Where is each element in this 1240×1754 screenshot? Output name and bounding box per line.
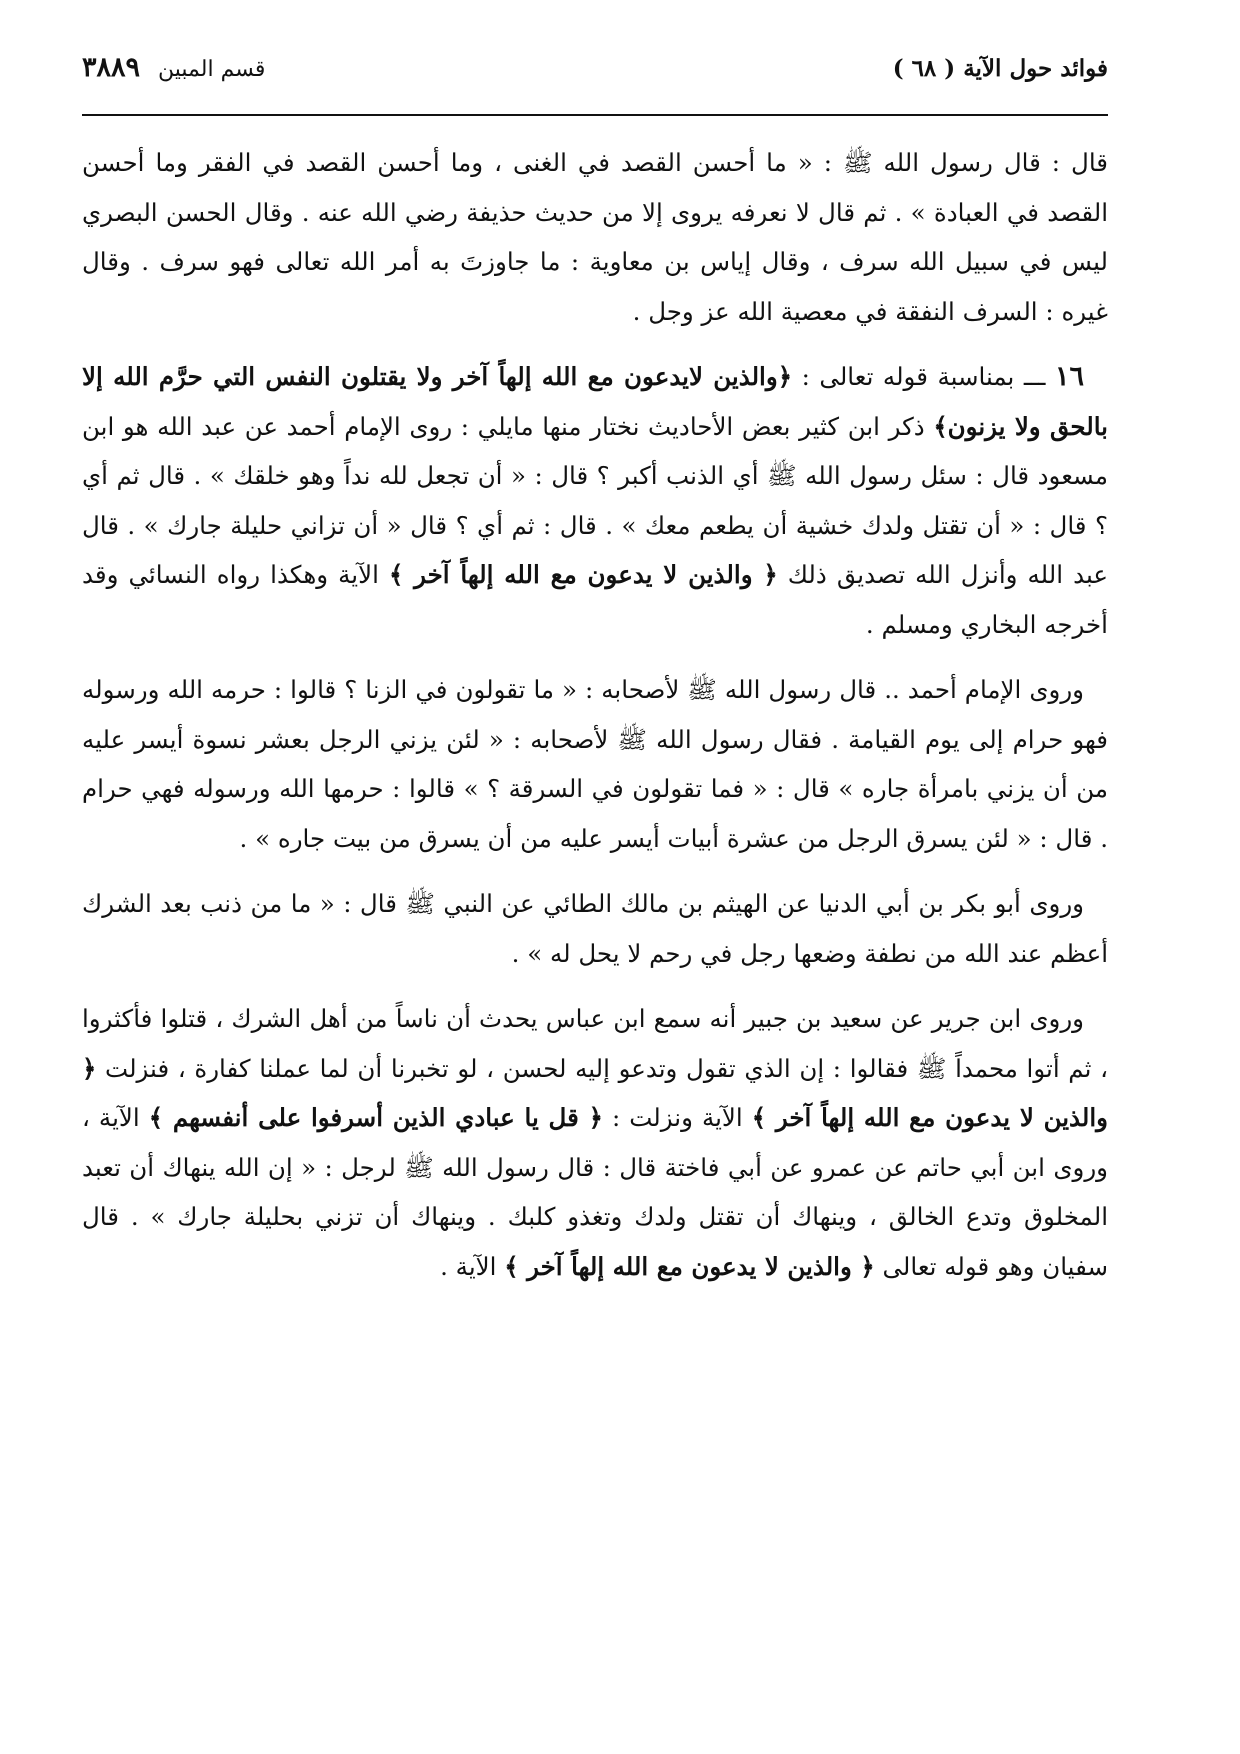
paragraph-5-text: وروى ابن جرير عن سعيد بن جبير أنه سمع ابن عباس يحدث أن ناساً من أهل الشرك ، قتلوا فأكثروا ، ثم أتوا محمداً ﷺ فقالوا : إن الذي تقول وتدعو إليه لحسن ، لو تخبرنا أن لما عملنا كفارة ، فنزلت — [82, 1004, 1108, 1083]
note-number: ١٦ — [1054, 361, 1084, 392]
quran-verse: ﴿ والذين لا يدعون مع الله إلهاً آخر ﴾ — [388, 560, 778, 589]
paragraph-2 — [82, 352, 1108, 649]
paragraph-5-text: الآية . — [440, 1251, 505, 1281]
paragraph-4: وروى أبو بكر بن أبي الدنيا عن الهيثم بن مالك الطائي عن النبي ﷺ قال : « ما من ذنب بعد الشرك أعظم عند الله من نطفة وضعها رجل في رحم لا يحل له » . — [82, 889, 1108, 968]
paragraph-5-text: الآية ، وروى ابن أبي حاتم عن عمرو عن أبي فاختة قال : قال رسول الله ﷺ لرجل : « إن الله ينهاك أن تعبد المخلوق وتدع الخالق ، وينهاك أن تقتل ولدك وتغذو كلبك . وينهاك أن تزني بحليلة جارك » . قال سفيان وهو قوله تعالى — [82, 1103, 1108, 1281]
paragraph-2-text: الآية وهكذا رواه النسائي وقد أخرجه البخاري ومسلم . — [82, 560, 1108, 639]
page-number: ٣٨٨٩ — [82, 52, 141, 83]
paragraph-1: قال : قال رسول الله ﷺ : « ما أحسن القصد في الغنى ، وما أحسن القصد في الفقر وما أحسن القصد في العبادة » . ثم قال لا نعرفه يروى إلا من حديث حذيفة رضي الله عنه . وقال الحسن البصري ليس في سبيل الله سرف ، وقال إياس بن معاوية : ما جاوزتَ به أمر الله تعالى فهو سرف . وقال غيره : السرف النفقة في معصية الله عز وجل . — [82, 148, 1108, 326]
paragraph-5 — [82, 994, 1108, 1291]
paragraph-2-text: ذكر ابن كثير بعض الأحاديث نختار منها مايلي : روى الإمام أحمد عن عبد الله هو ابن مسعود قال : سئل رسول الله ﷺ أي الذنب أكبر ؟ قال : « أن تجعل لله نداً وهو خلقك » . قال ثم أي ؟ قال : « أن تقتل ولدك خشية أن يطعم معك » . قال : ثم أي ؟ قال « أن تزاني حليلة جارك » . قال عبد الله وأنزل الله تصديق ذلك — [82, 411, 1108, 589]
quran-verse: ﴿والذين لايدعون مع الله إلهاً آخر ولا يقتلون النفس التي حرَّم الله إلا بالحق ولا يزنون﴾ — [82, 362, 1108, 441]
page-body — [82, 138, 1108, 1291]
header-title: فوائد حول الآية ( ٦٨ ) — [892, 55, 1108, 82]
running-header — [82, 52, 1108, 116]
book-page — [82, 52, 1108, 1307]
paragraph-5-text: الآية ونزلت : — [602, 1103, 752, 1132]
header-page-info — [82, 52, 265, 83]
quran-verse: ﴿ والذين لا يدعون مع الله إلهاً آخر ﴾ — [82, 1053, 1108, 1132]
header-section-name: قسم المبين — [158, 57, 266, 82]
quran-verse: ﴿ قل يا عبادي الذين أسرفوا على أنفسهم ﴾ — [148, 1103, 603, 1132]
paragraph-2-intro: ـــ بمناسبة قوله تعالى : — [792, 362, 1055, 391]
quran-verse: ﴿ والذين لا يدعون مع الله إلهاً آخر ﴾ — [504, 1251, 875, 1281]
paragraph-3: وروى الإمام أحمد .. قال رسول الله ﷺ لأصحابه : « ما تقولون في الزنا ؟ قالوا : حرمه الله ورسوله فهو حرام إلى يوم القيامة . فقال رسول الله ﷺ لأصحابه : « لئن يزني الرجل بعشر نسوة أيسر عليه من أن يزني بامرأة جاره » قال : « فما تقولون في السرقة ؟ » قالوا : حرمها الله ورسوله فهي حرام . قال : « لئن يسرق الرجل من عشرة أبيات أيسر عليه من أن يسرق من بيت جاره » . — [82, 675, 1108, 853]
